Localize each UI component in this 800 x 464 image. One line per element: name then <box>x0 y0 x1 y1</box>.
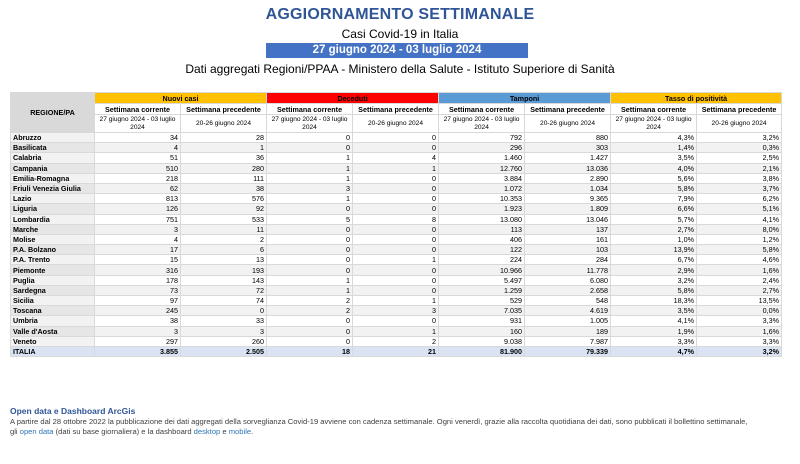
cases-previous-cell: 3 <box>181 326 267 336</box>
positivity-current-cell: 6,6% <box>611 204 697 214</box>
cases-current-cell: 510 <box>95 163 181 173</box>
period-previous: 20-26 giugno 2024 <box>353 115 439 133</box>
deaths-current-cell: 0 <box>267 326 353 336</box>
tests-previous-cell: 189 <box>525 326 611 336</box>
tests-previous-cell: 161 <box>525 234 611 244</box>
tests-current-cell: 12.760 <box>439 163 525 173</box>
cases-current-cell: 97 <box>95 296 181 306</box>
positivity-current-cell: 18,3% <box>611 296 697 306</box>
tests-current-cell: 1.460 <box>439 153 525 163</box>
cases-previous-cell: 11 <box>181 224 267 234</box>
tests-previous-cell: 79.339 <box>525 346 611 356</box>
region-cell: Lombardia <box>11 214 95 224</box>
positivity-previous-cell: 1,6% <box>697 265 782 275</box>
positivity-current-cell: 3,3% <box>611 336 697 346</box>
cases-previous-cell: 2.505 <box>181 346 267 356</box>
cases-current-cell: 126 <box>95 204 181 214</box>
deaths-previous-cell: 0 <box>353 183 439 193</box>
deaths-current-cell: 0 <box>267 336 353 346</box>
region-cell: ITALIA <box>11 346 95 356</box>
period-current: 27 giugno 2024 - 03 luglio 2024 <box>439 115 525 133</box>
region-cell: Valle d'Aosta <box>11 326 95 336</box>
deaths-previous-cell: 1 <box>353 255 439 265</box>
positivity-previous-cell: 5,8% <box>697 245 782 255</box>
page-subtitle: Casi Covid-19 in Italia <box>341 27 459 41</box>
group-deceduti: Deceduti <box>267 93 439 104</box>
region-cell: Puglia <box>11 275 95 285</box>
period-previous: 20-26 giugno 2024 <box>525 115 611 133</box>
positivity-previous-cell: 3,3% <box>697 336 782 346</box>
tests-current-cell: 81.900 <box>439 346 525 356</box>
deaths-current-cell: 0 <box>267 224 353 234</box>
positivity-previous-cell: 2,7% <box>697 285 782 295</box>
table-row <box>11 163 782 173</box>
tests-previous-cell: 103 <box>525 245 611 255</box>
footer-text-2: gli <box>10 427 20 436</box>
region-cell: Campania <box>11 163 95 173</box>
positivity-current-cell: 3,5% <box>611 153 697 163</box>
positivity-previous-cell: 13,5% <box>697 296 782 306</box>
deaths-previous-cell: 0 <box>353 245 439 255</box>
tests-current-cell: 1.259 <box>439 285 525 295</box>
cases-current-cell: 178 <box>95 275 181 285</box>
cases-current-cell: 17 <box>95 245 181 255</box>
deaths-previous-cell: 1 <box>353 326 439 336</box>
positivity-previous-cell: 3,2% <box>697 133 782 143</box>
tests-previous-cell: 548 <box>525 296 611 306</box>
deaths-previous-cell: 21 <box>353 346 439 356</box>
table-row <box>11 275 782 285</box>
cases-previous-cell: 74 <box>181 296 267 306</box>
table-row <box>11 255 782 265</box>
table-row <box>11 224 782 234</box>
tests-current-cell: 10.966 <box>439 265 525 275</box>
deaths-current-cell: 0 <box>267 255 353 265</box>
deaths-previous-cell: 0 <box>353 285 439 295</box>
cases-previous-cell: 533 <box>181 214 267 224</box>
deaths-previous-cell: 0 <box>353 133 439 143</box>
deaths-current-cell: 2 <box>267 306 353 316</box>
cases-previous-cell: 33 <box>181 316 267 326</box>
deaths-previous-cell: 0 <box>353 265 439 275</box>
tests-previous-cell: 137 <box>525 224 611 234</box>
region-cell: P.A. Bolzano <box>11 245 95 255</box>
positivity-previous-cell: 1,6% <box>697 326 782 336</box>
positivity-current-cell: 3,2% <box>611 275 697 285</box>
cases-current-cell: 38 <box>95 316 181 326</box>
positivity-current-cell: 13,9% <box>611 245 697 255</box>
footer-text-1: A partire dal 28 ottobre 2022 la pubblicazione dei dati aggregati della sorveglianza Covid-19 avviene con cadenza settimanale. Ogni venerdì, grazie alla raccolta quotidiana dei dati, sono pubblicati il bollettino settimanale, <box>10 417 748 426</box>
deaths-current-cell: 3 <box>267 183 353 193</box>
region-cell: Piemonte <box>11 265 95 275</box>
cases-current-cell: 15 <box>95 255 181 265</box>
cases-previous-cell: 92 <box>181 204 267 214</box>
deaths-current-cell: 18 <box>267 346 353 356</box>
deaths-previous-cell: 1 <box>353 163 439 173</box>
deaths-current-cell: 0 <box>267 204 353 214</box>
region-cell: Liguria <box>11 204 95 214</box>
cases-current-cell: 245 <box>95 306 181 316</box>
deaths-current-cell: 5 <box>267 214 353 224</box>
positivity-previous-cell: 3,2% <box>697 346 782 356</box>
positivity-previous-cell: 6,2% <box>697 194 782 204</box>
deaths-previous-cell: 4 <box>353 153 439 163</box>
positivity-current-cell: 6,7% <box>611 255 697 265</box>
tests-current-cell: 7.035 <box>439 306 525 316</box>
cases-current-cell: 218 <box>95 173 181 183</box>
group-tamponi: Tamponi <box>439 93 611 104</box>
region-cell: Veneto <box>11 336 95 346</box>
tests-previous-cell: 1.005 <box>525 316 611 326</box>
deaths-current-cell: 0 <box>267 265 353 275</box>
tests-current-cell: 792 <box>439 133 525 143</box>
region-cell: P.A. Trento <box>11 255 95 265</box>
period-previous: 20-26 giugno 2024 <box>181 115 267 133</box>
cases-previous-cell: 0 <box>181 306 267 316</box>
tests-current-cell: 406 <box>439 234 525 244</box>
total-row <box>11 346 782 356</box>
positivity-current-cell: 1,9% <box>611 326 697 336</box>
cases-previous-cell: 28 <box>181 133 267 143</box>
positivity-previous-cell: 2,5% <box>697 153 782 163</box>
positivity-current-cell: 3,5% <box>611 306 697 316</box>
positivity-previous-cell: 0,0% <box>697 306 782 316</box>
period-current: 27 giugno 2024 - 03 luglio 2024 <box>267 115 353 133</box>
table-row <box>11 306 782 316</box>
cases-current-cell: 316 <box>95 265 181 275</box>
cases-previous-cell: 576 <box>181 194 267 204</box>
tests-previous-cell: 13.046 <box>525 214 611 224</box>
tests-previous-cell: 4.619 <box>525 306 611 316</box>
positivity-current-cell: 4,0% <box>611 163 697 173</box>
positivity-current-cell: 5,8% <box>611 183 697 193</box>
tests-current-cell: 296 <box>439 143 525 153</box>
deaths-current-cell: 0 <box>267 133 353 143</box>
tests-current-cell: 529 <box>439 296 525 306</box>
deaths-current-cell: 1 <box>267 275 353 285</box>
deaths-current-cell: 0 <box>267 143 353 153</box>
tests-previous-cell: 303 <box>525 143 611 153</box>
deaths-current-cell: 1 <box>267 285 353 295</box>
footer-text <box>10 417 790 437</box>
deaths-current-cell: 0 <box>267 245 353 255</box>
tests-previous-cell: 9.365 <box>525 194 611 204</box>
positivity-current-cell: 2,7% <box>611 224 697 234</box>
deaths-previous-cell: 0 <box>353 204 439 214</box>
table-row <box>11 326 782 336</box>
deaths-current-cell: 1 <box>267 173 353 183</box>
cases-previous-cell: 38 <box>181 183 267 193</box>
cases-current-cell: 813 <box>95 194 181 204</box>
positivity-previous-cell: 4,6% <box>697 255 782 265</box>
tests-current-cell: 1.923 <box>439 204 525 214</box>
cases-previous-cell: 260 <box>181 336 267 346</box>
positivity-current-cell: 4,3% <box>611 133 697 143</box>
group-tasso-positivita: Tasso di positività <box>611 93 782 104</box>
tests-current-cell: 1.072 <box>439 183 525 193</box>
deaths-previous-cell: 0 <box>353 275 439 285</box>
cases-previous-cell: 36 <box>181 153 267 163</box>
tests-current-cell: 13.080 <box>439 214 525 224</box>
region-cell: Umbria <box>11 316 95 326</box>
region-cell: Emilia-Romagna <box>11 173 95 183</box>
deaths-previous-cell: 0 <box>353 143 439 153</box>
region-cell: Sicilia <box>11 296 95 306</box>
period-previous: 20-26 giugno 2024 <box>697 115 782 133</box>
table-row <box>11 296 782 306</box>
table-row <box>11 143 782 153</box>
positivity-previous-cell: 2,4% <box>697 275 782 285</box>
table-row <box>11 234 782 244</box>
region-cell: Sardegna <box>11 285 95 295</box>
region-cell: Friuli Venezia Giulia <box>11 183 95 193</box>
deaths-previous-cell: 1 <box>353 296 439 306</box>
region-cell: Calabria <box>11 153 95 163</box>
tests-previous-cell: 284 <box>525 255 611 265</box>
tests-current-cell: 160 <box>439 326 525 336</box>
cases-current-cell: 297 <box>95 336 181 346</box>
cases-previous-cell: 13 <box>181 255 267 265</box>
table-row <box>11 153 782 163</box>
table-row <box>11 183 782 193</box>
table-row <box>11 316 782 326</box>
region-cell: Lazio <box>11 194 95 204</box>
period-current: 27 giugno 2024 - 03 luglio 2024 <box>611 115 697 133</box>
deaths-previous-cell: 2 <box>353 336 439 346</box>
tests-previous-cell: 2.658 <box>525 285 611 295</box>
cases-current-cell: 51 <box>95 153 181 163</box>
sub-header-current: Settimana corrente <box>439 104 525 115</box>
cases-current-cell: 3 <box>95 224 181 234</box>
sub-header-previous: Settimana precedente <box>353 104 439 115</box>
positivity-previous-cell: 0,3% <box>697 143 782 153</box>
region-cell: Abruzzo <box>11 133 95 143</box>
deaths-current-cell: 1 <box>267 163 353 173</box>
cases-current-cell: 34 <box>95 133 181 143</box>
positivity-previous-cell: 3,7% <box>697 183 782 193</box>
covid-weekly-table <box>10 92 782 357</box>
deaths-previous-cell: 3 <box>353 306 439 316</box>
sub-header-previous: Settimana precedente <box>697 104 782 115</box>
cases-previous-cell: 193 <box>181 265 267 275</box>
footer-text-5: . <box>251 427 254 436</box>
positivity-previous-cell: 3,8% <box>697 173 782 183</box>
group-nuovi-casi: Nuovi casi <box>95 93 267 104</box>
cases-current-cell: 751 <box>95 214 181 224</box>
tests-current-cell: 113 <box>439 224 525 234</box>
deaths-current-cell: 0 <box>267 316 353 326</box>
footer-text-3: (dati su base giornaliera) e la dashboard <box>53 427 194 436</box>
tests-previous-cell: 13.036 <box>525 163 611 173</box>
cases-previous-cell: 1 <box>181 143 267 153</box>
cases-current-cell: 4 <box>95 143 181 153</box>
cases-current-cell: 3.855 <box>95 346 181 356</box>
cases-previous-cell: 280 <box>181 163 267 173</box>
sub-header-previous: Settimana precedente <box>525 104 611 115</box>
table-row <box>11 204 782 214</box>
sub-header-current: Settimana corrente <box>611 104 697 115</box>
tests-current-cell: 9.038 <box>439 336 525 346</box>
positivity-previous-cell: 2,1% <box>697 163 782 173</box>
tests-current-cell: 224 <box>439 255 525 265</box>
cases-previous-cell: 6 <box>181 245 267 255</box>
tests-previous-cell: 11.778 <box>525 265 611 275</box>
positivity-previous-cell: 4,1% <box>697 214 782 224</box>
footer-title: Open data e Dashboard ArcGis <box>10 406 136 416</box>
tests-previous-cell: 880 <box>525 133 611 143</box>
deaths-previous-cell: 0 <box>353 194 439 204</box>
cases-previous-cell: 111 <box>181 173 267 183</box>
date-range-banner: 27 giugno 2024 - 03 luglio 2024 <box>266 43 528 58</box>
tests-previous-cell: 1.034 <box>525 183 611 193</box>
positivity-current-cell: 2,9% <box>611 265 697 275</box>
mobile-dashboard-link[interactable]: mobile <box>228 427 252 436</box>
table-row <box>11 173 782 183</box>
table-row <box>11 214 782 224</box>
tests-current-cell: 5.497 <box>439 275 525 285</box>
table-row <box>11 245 782 255</box>
period-current: 27 giugno 2024 - 03 luglio 2024 <box>95 115 181 133</box>
deaths-previous-cell: 0 <box>353 224 439 234</box>
tests-current-cell: 10.353 <box>439 194 525 204</box>
cases-current-cell: 3 <box>95 326 181 336</box>
sub-header-current: Settimana corrente <box>95 104 181 115</box>
table-row <box>11 133 782 143</box>
cases-previous-cell: 2 <box>181 234 267 244</box>
positivity-current-cell: 5,6% <box>611 173 697 183</box>
table-body <box>11 133 782 357</box>
positivity-previous-cell: 5,1% <box>697 204 782 214</box>
positivity-previous-cell: 3,3% <box>697 316 782 326</box>
deaths-previous-cell: 8 <box>353 214 439 224</box>
deaths-current-cell: 1 <box>267 194 353 204</box>
tests-current-cell: 122 <box>439 245 525 255</box>
positivity-current-cell: 7,9% <box>611 194 697 204</box>
positivity-previous-cell: 1,2% <box>697 234 782 244</box>
cases-current-cell: 73 <box>95 285 181 295</box>
table-row <box>11 336 782 346</box>
sub-header-current: Settimana corrente <box>267 104 353 115</box>
region-header: REGIONE/PA <box>11 93 95 133</box>
positivity-current-cell: 1,0% <box>611 234 697 244</box>
table-row <box>11 285 782 295</box>
deaths-previous-cell: 0 <box>353 316 439 326</box>
deaths-current-cell: 1 <box>267 153 353 163</box>
data-source: Dati aggregati Regioni/PPAA - Ministero della Salute - Istituto Superiore di Sanità <box>185 62 615 76</box>
deaths-current-cell: 0 <box>267 234 353 244</box>
region-cell: Molise <box>11 234 95 244</box>
tests-current-cell: 931 <box>439 316 525 326</box>
table-row <box>11 265 782 275</box>
sub-header-previous: Settimana precedente <box>181 104 267 115</box>
region-cell: Basilicata <box>11 143 95 153</box>
tests-previous-cell: 6.080 <box>525 275 611 285</box>
tests-previous-cell: 2.890 <box>525 173 611 183</box>
table-row <box>11 194 782 204</box>
deaths-previous-cell: 0 <box>353 173 439 183</box>
positivity-current-cell: 5,7% <box>611 214 697 224</box>
positivity-current-cell: 1,4% <box>611 143 697 153</box>
region-cell: Toscana <box>11 306 95 316</box>
cases-current-cell: 4 <box>95 234 181 244</box>
region-cell: Marche <box>11 224 95 234</box>
desktop-dashboard-link[interactable]: desktop <box>193 427 221 436</box>
tests-previous-cell: 7.987 <box>525 336 611 346</box>
deaths-current-cell: 2 <box>267 296 353 306</box>
deaths-previous-cell: 0 <box>353 234 439 244</box>
tests-current-cell: 3.884 <box>439 173 525 183</box>
tests-previous-cell: 1.427 <box>525 153 611 163</box>
cases-current-cell: 62 <box>95 183 181 193</box>
page-title: AGGIORNAMENTO SETTIMANALE <box>265 6 535 23</box>
cases-previous-cell: 72 <box>181 285 267 295</box>
positivity-previous-cell: 8,0% <box>697 224 782 234</box>
cases-previous-cell: 143 <box>181 275 267 285</box>
positivity-current-cell: 4,1% <box>611 316 697 326</box>
open-data-link[interactable]: open data <box>19 427 54 436</box>
footer-text-4: e <box>220 427 229 436</box>
tests-previous-cell: 1.809 <box>525 204 611 214</box>
positivity-current-cell: 5,8% <box>611 285 697 295</box>
positivity-current-cell: 4,7% <box>611 346 697 356</box>
